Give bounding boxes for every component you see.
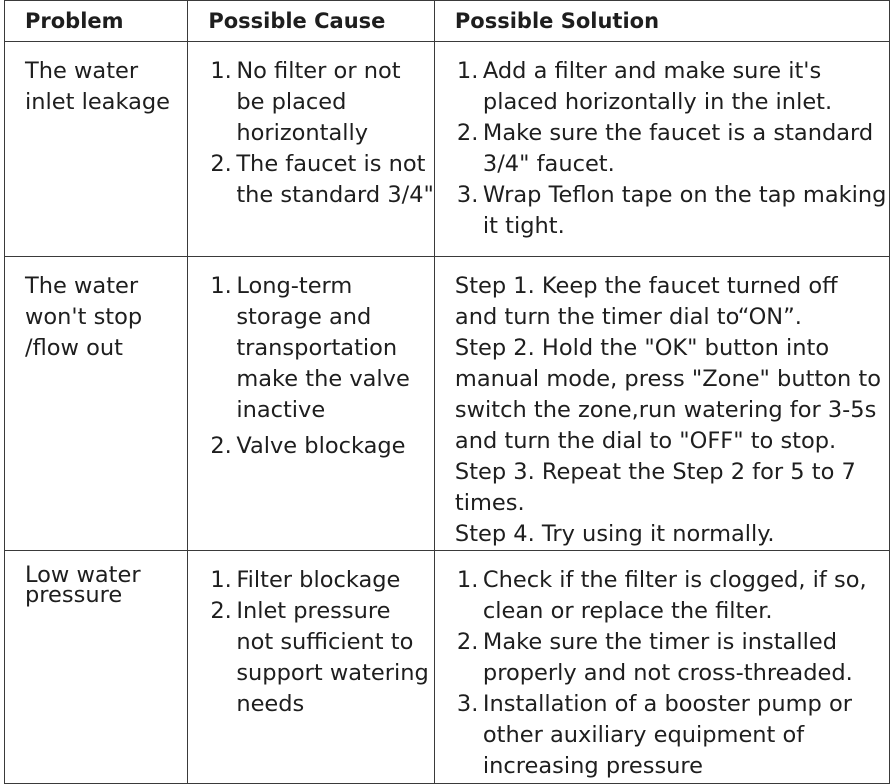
list-item: 1. No filter or not be placed horizontally bbox=[210, 58, 401, 146]
step-item: Step 1. Keep the faucet turned off and turn the timer dial to“ON”. bbox=[454, 273, 838, 330]
step-item: Step 3. Repeat the Step 2 for 5 to 7 times. bbox=[454, 459, 856, 516]
table-row bbox=[5, 42, 890, 257]
cause-cell bbox=[188, 257, 435, 551]
solution-cell bbox=[434, 42, 889, 257]
list-item: 1. Long-term storage and transportation make the valve inactive bbox=[210, 273, 410, 423]
list-item: 1. Add a filter and make sure it's placed horizontally in the inlet. bbox=[456, 58, 833, 115]
problem-cell: Low water pressure bbox=[5, 551, 188, 784]
list-item: 2. The faucet is not the standard 3/4" bbox=[210, 151, 434, 208]
cause-cell bbox=[188, 42, 435, 257]
header-solution: Possible Solution bbox=[434, 1, 889, 42]
list-item: 2. Inlet pressure not sufficient to support watering needs bbox=[210, 598, 429, 717]
problem-cell: The water won't stop /flow out bbox=[5, 257, 188, 551]
list-item: 3. Wrap Teflon tape on the tap making it tight. bbox=[456, 182, 887, 239]
header-cause: Possible Cause bbox=[188, 1, 435, 42]
list-item: 3. Installation of a booster pump or other auxiliary equipment of increasing pressure bbox=[456, 691, 852, 779]
troubleshooting-table bbox=[4, 0, 890, 784]
step-item: Step 4. Try using it normally. bbox=[454, 521, 775, 547]
step-item: Step 2. Hold the "OK" button into manual mode, press "Zone" button to switch the zone,run watering for 3-5s and turn the dial to "OFF" to stop. bbox=[454, 335, 881, 454]
solution-cell bbox=[434, 257, 889, 551]
list-item: 1. Filter blockage bbox=[210, 567, 401, 593]
header-row bbox=[5, 1, 890, 42]
list-item: 1. Check if the filter is clogged, if so, clean or replace the filter. bbox=[456, 567, 867, 624]
cause-cell bbox=[188, 551, 435, 784]
problem-cell: The water inlet leakage bbox=[5, 42, 188, 257]
table-row bbox=[5, 551, 890, 784]
list-item: 2. Make sure the timer is installed properly and not cross-threaded. bbox=[456, 629, 853, 686]
list-item: 2. Make sure the faucet is a standard 3/4" faucet. bbox=[456, 120, 874, 177]
solution-cell bbox=[434, 551, 889, 784]
table-row bbox=[5, 257, 890, 551]
header-problem: Problem bbox=[5, 1, 188, 42]
list-item: 2. Valve blockage bbox=[210, 433, 406, 459]
